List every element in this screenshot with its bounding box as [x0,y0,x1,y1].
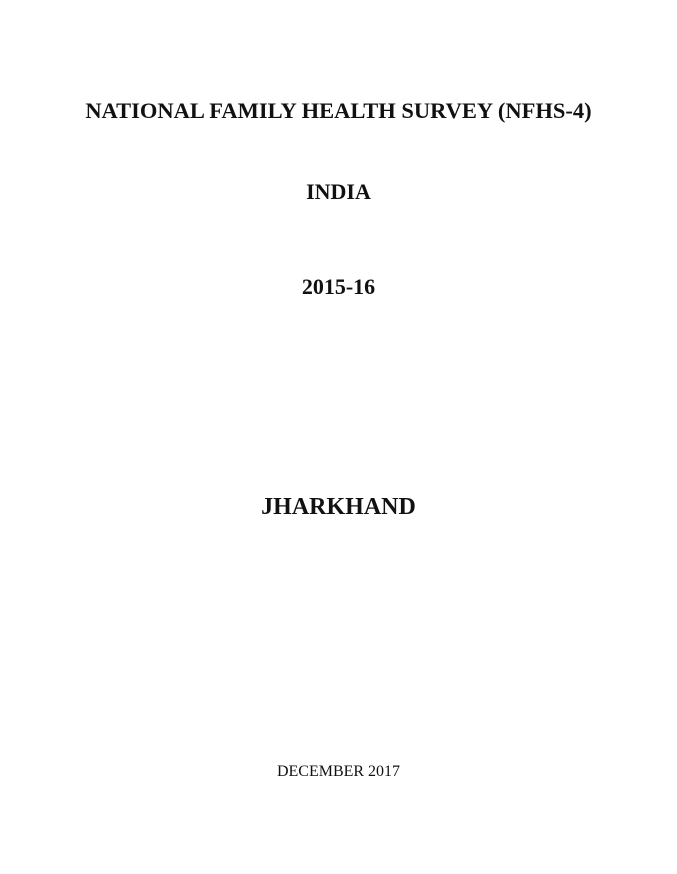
survey-year: 2015-16 [301,274,376,299]
publication-date: DECEMBER 2017 [276,763,401,780]
document-title: NATIONAL FAMILY HEALTH SURVEY (NFHS-4) [85,98,592,123]
state-heading: JHARKHAND [261,494,416,520]
country-heading: INDIA [306,179,371,204]
